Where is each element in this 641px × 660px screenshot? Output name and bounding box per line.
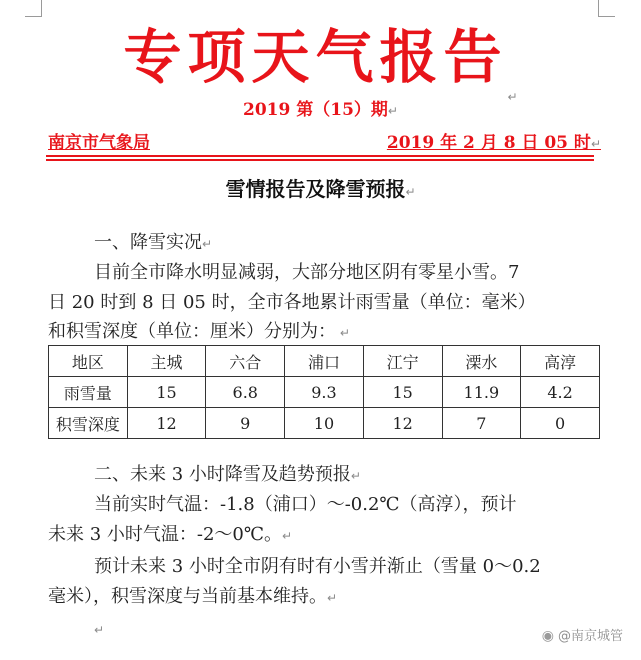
section2-heading — [94, 460, 361, 491]
document-title — [0, 175, 641, 206]
table-header-cell: 溧水 — [442, 346, 521, 377]
table-cell: 11.9 — [442, 377, 521, 408]
section2-line-3: 预计未来 3 小时全市阴有时有小雪并渐止（雪量 0～0.2 — [94, 556, 541, 577]
header-divider-bottom — [46, 159, 594, 161]
table-header-cell: 地区 — [49, 346, 128, 377]
paragraph-mark-icon: ↵ — [327, 591, 338, 605]
issue-text: 2019 第（15）期 — [243, 100, 388, 120]
table-cell: 7 — [442, 408, 521, 439]
issue-date — [387, 131, 601, 156]
section2-line-4 — [48, 582, 337, 613]
paragraph-mark-icon: ↵ — [282, 529, 293, 543]
table-cell: 4.2 — [521, 377, 600, 408]
paragraph-mark-icon: ↵ — [590, 137, 601, 151]
table-row — [49, 377, 600, 408]
table-cell: 6.8 — [206, 377, 285, 408]
section2-line-4-text: 毫米），积雪深度与当前基本维持。 — [48, 586, 327, 607]
table-cell: 0 — [521, 408, 600, 439]
document-title-text: 雪情报告及降雪预报 — [225, 177, 406, 201]
empty-paragraph-mark-icon: ↵ — [94, 623, 105, 637]
issue-date-text: 2019 年 2 月 8 日 05 时 — [386, 133, 591, 153]
section1-line-1: 目前全市降水明显减弱，大部分地区阴有零星小雪。7 — [94, 262, 520, 283]
table-header-cell: 江宁 — [363, 346, 442, 377]
section1-line-3 — [48, 317, 350, 348]
paragraph-mark-icon: ↵ — [405, 185, 416, 199]
section1-line-2: 日 20 时到 8 日 05 时，全市各地累计雨雪量（单位：毫米） — [48, 292, 536, 313]
header-divider-top — [46, 155, 594, 157]
snowfall-table — [48, 345, 600, 439]
section1-heading-text: 一、降雪实况 — [94, 232, 202, 253]
table-row — [49, 408, 600, 439]
table-cell: 12 — [363, 408, 442, 439]
issue-number — [0, 98, 641, 123]
table-header-cell: 六合 — [206, 346, 285, 377]
table-header-cell: 浦口 — [285, 346, 364, 377]
paragraph-mark-icon: ↵ — [336, 326, 350, 340]
table-cell: 9 — [206, 408, 285, 439]
table-row-label: 积雪深度 — [49, 408, 128, 439]
issuing-organization: 南京市气象局 — [48, 133, 150, 153]
page-corner-mark-left — [25, 0, 42, 17]
table-header-row — [49, 346, 600, 377]
paragraph-mark-icon: ↵ — [387, 104, 398, 118]
table-header-cell: 高淳 — [521, 346, 600, 377]
table-cell: 10 — [285, 408, 364, 439]
paragraph-mark-icon: ↵ — [507, 90, 518, 104]
watermark-text: @南京城管 — [557, 629, 623, 644]
weibo-icon: ◉ — [541, 628, 554, 644]
table-cell: 15 — [127, 377, 206, 408]
weibo-watermark — [542, 625, 623, 644]
table-cell: 12 — [127, 408, 206, 439]
page-corner-mark-right — [598, 0, 615, 17]
section2-heading-text: 二、未来 3 小时降雪及趋势预报 — [94, 464, 351, 485]
table-row-label: 雨雪量 — [49, 377, 128, 408]
masthead-title: 专项天气报告 — [123, 23, 508, 91]
paragraph-mark-icon: ↵ — [202, 237, 213, 251]
section1-line-3-text: 和积雪深度（单位：厘米）分别为： — [48, 321, 336, 342]
section1-heading — [94, 228, 212, 259]
table-cell: 15 — [363, 377, 442, 408]
paragraph-mark-icon: ↵ — [350, 469, 361, 483]
table-cell: 9.3 — [285, 377, 364, 408]
section2-line-2 — [48, 520, 292, 551]
section2-line-1: 当前实时气温：-1.8（浦口）～-0.2℃（高淳），预计 — [94, 494, 517, 515]
table-header-cell: 主城 — [127, 346, 206, 377]
section2-line-2-text: 未来 3 小时气温：-2～0℃。 — [48, 524, 283, 545]
